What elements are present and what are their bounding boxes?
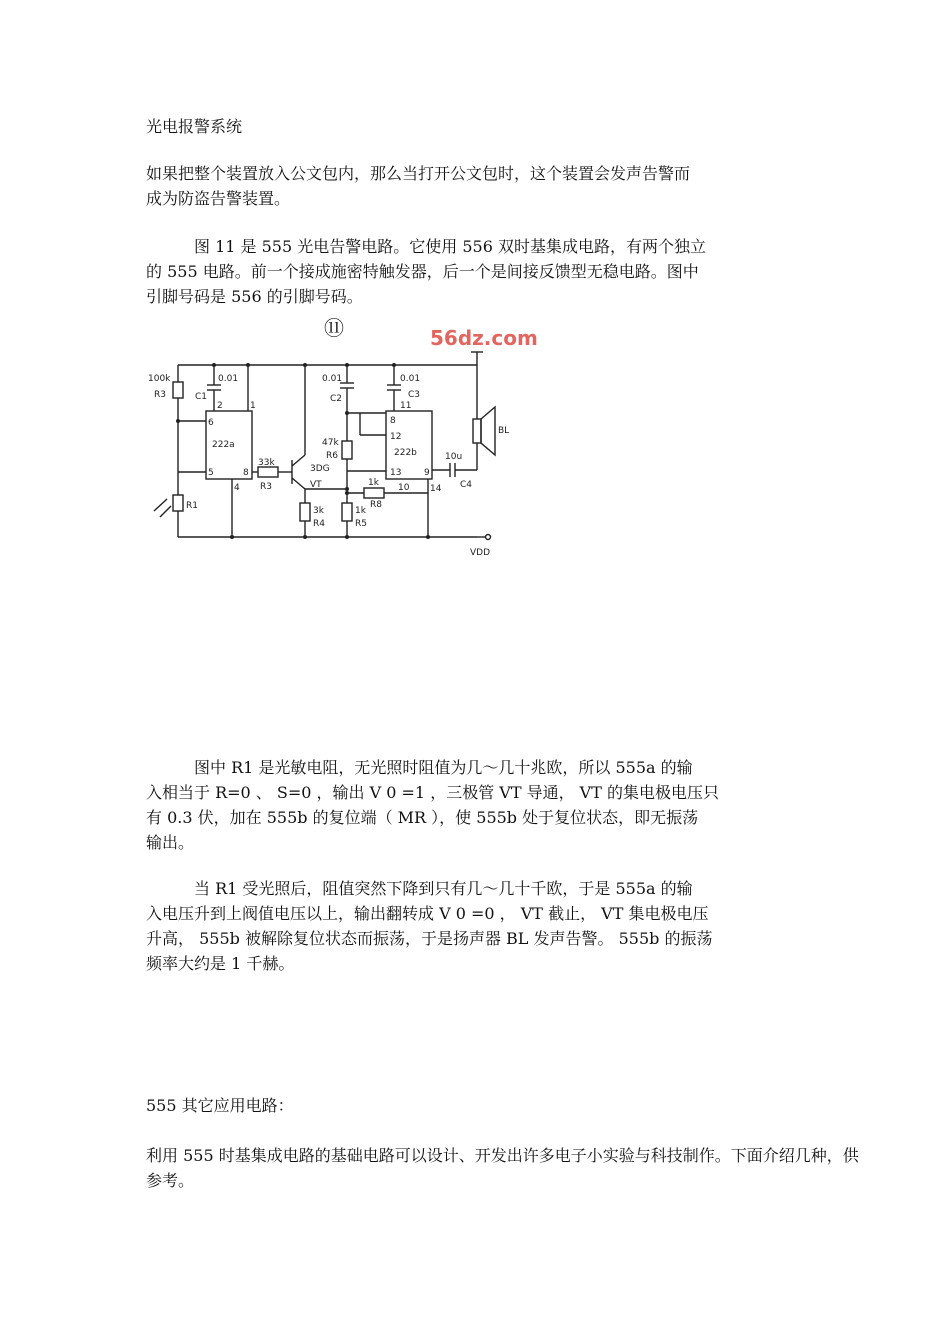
paragraph-line: 的 555 电路。前一个接成施密特触发器，后一个是间接反馈型无稳电路。图中 xyxy=(146,262,699,281)
paragraph-line: 频率大约是 1 千赫。 xyxy=(146,954,295,973)
paragraph-line: 输出。 xyxy=(146,833,195,852)
capacitor-value-label: 0.01 xyxy=(322,374,343,384)
pin-label: 9 xyxy=(424,468,430,478)
pin-label: 8 xyxy=(390,416,396,426)
pin-label: 12 xyxy=(390,432,402,442)
resistor-name-label: R3 xyxy=(260,482,272,492)
circuit-explanation-paragraph-2 xyxy=(146,876,806,976)
paragraph-line: 有 0.3 伏，加在 555b 的复位端（ MR ），使 555b 处于复位状态，即无振荡 xyxy=(146,808,699,827)
paragraph-line: 参考。 xyxy=(146,1171,195,1190)
capacitor-name-label: C3 xyxy=(408,390,421,400)
pin-label: 14 xyxy=(430,484,442,494)
pin-label: 1 xyxy=(250,401,256,411)
circuit-explanation-paragraph-1 xyxy=(146,755,806,855)
paragraph-line: 引脚号码是 556 的引脚号码。 xyxy=(146,287,363,306)
pin-label: 8 xyxy=(243,468,249,478)
watermark-text: 56dz.com xyxy=(430,326,538,350)
paragraph-line: 图 11 是 555 光电告警电路。它使用 556 双时基集成电路，有两个独立 xyxy=(146,237,706,256)
resistor-value-label: 100k xyxy=(148,374,171,384)
resistor-name-label: R5 xyxy=(355,519,367,529)
pin-label: 4 xyxy=(234,483,240,493)
section-title-other-555-circuits: 555 其它应用电路： xyxy=(146,1096,294,1115)
paragraph-line: 成为防盗告警装置。 xyxy=(146,189,291,208)
capacitor-name-label: C2 xyxy=(330,394,343,404)
capacitor-value-label: 10u xyxy=(445,452,463,462)
resistor-value-label: 1k xyxy=(368,478,379,488)
supply-voltage-label: VDD xyxy=(470,548,491,558)
pin-label: 5 xyxy=(208,468,214,478)
ic-b-label: 222b xyxy=(394,448,417,458)
figure-description-paragraph xyxy=(146,234,806,309)
circuit-diagram-figure-11 xyxy=(140,315,538,570)
photoresistor-name-label: R1 xyxy=(186,501,198,511)
resistor-name-label: R8 xyxy=(370,500,382,510)
resistor-name-label: R3 xyxy=(154,390,166,400)
resistor-value-label: 3k xyxy=(313,506,324,516)
paragraph-line: 利用 555 时基集成电路的基础电路可以设计、开发出许多电子小实验与科技制作。下面介绍几种，供 xyxy=(146,1146,859,1165)
intro-paragraph xyxy=(146,161,806,211)
pin-label: 11 xyxy=(400,401,412,411)
capacitor-value-label: 0.01 xyxy=(400,374,421,384)
transistor-type-label: 3DG xyxy=(310,464,330,474)
transistor-name-label: VT xyxy=(310,480,322,490)
resistor-name-label: R6 xyxy=(326,451,338,461)
ic-a-label: 222a xyxy=(212,440,235,450)
resistor-value-label: 1k xyxy=(355,506,366,516)
capacitor-name-label: C4 xyxy=(460,480,473,490)
resistor-name-label: R4 xyxy=(313,519,325,529)
paragraph-line: 升高， 555b 被解除复位状态而振荡，于是扬声器 BL 发声告警。 555b 的振荡 xyxy=(146,929,713,948)
figure-number: ⑪ xyxy=(324,316,344,340)
paragraph-line: 图中 R1 是光敏电阻，无光照时阻值为几～几十兆欧，所以 555a 的输 xyxy=(146,758,693,777)
pin-label: 10 xyxy=(398,483,410,493)
other-circuits-intro-paragraph xyxy=(146,1143,946,1193)
speaker-label: BL xyxy=(498,426,510,436)
section-title-photoelectric-alarm: 光电报警系统 xyxy=(146,117,243,136)
pin-label: 13 xyxy=(390,468,402,478)
capacitor-name-label: C1 xyxy=(195,392,208,402)
paragraph-line: 入电压升到上阀值电压以上，输出翻转成 V 0 =0 ， VT 截止， VT 集电极电压 xyxy=(146,904,709,923)
pin-label: 6 xyxy=(208,418,214,428)
capacitor-value-label: 0.01 xyxy=(218,374,239,384)
resistor-value-label: 33k xyxy=(258,458,275,468)
pin-label: 2 xyxy=(217,401,223,411)
resistor-value-label: 47k xyxy=(322,438,339,448)
paragraph-line: 如果把整个装置放入公文包内，那么当打开公文包时，这个装置会发声告警而 xyxy=(146,164,691,183)
paragraph-line: 入相当于 R=0 、 S=0 ，输出 V 0 =1 ，三极管 VT 导通， VT 的集电极电压只 xyxy=(146,783,719,802)
paragraph-line: 当 R1 受光照后，阻值突然下降到只有几～几十千欧，于是 555a 的输 xyxy=(146,879,693,898)
